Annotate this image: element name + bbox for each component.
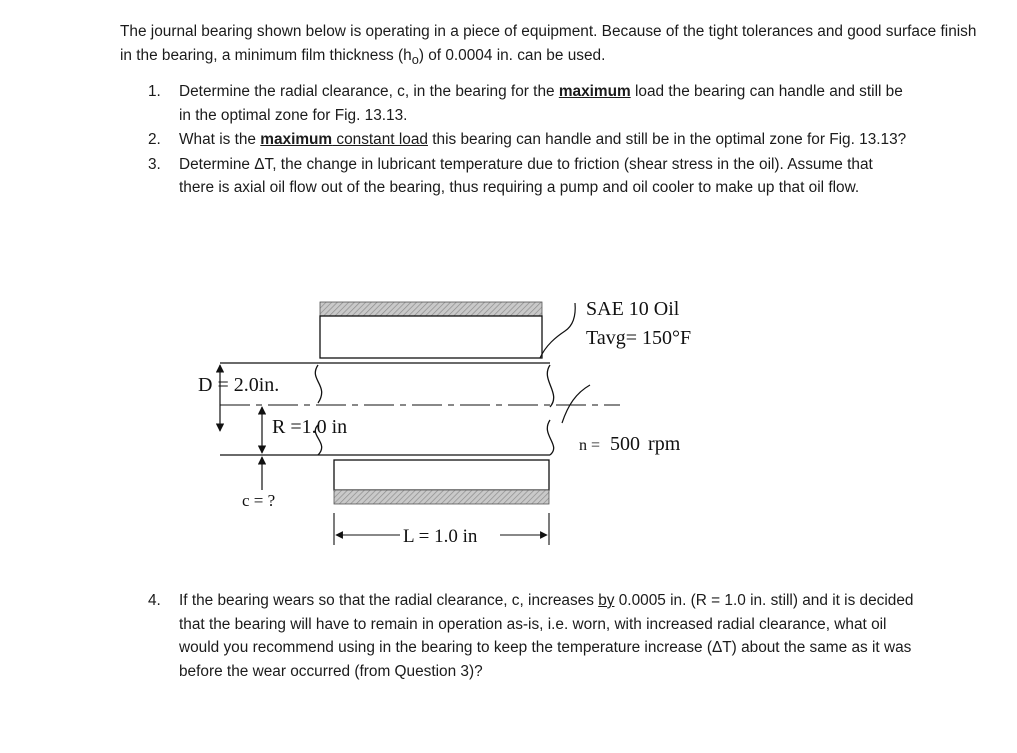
temperature-value: = 150°F: [625, 327, 692, 349]
question-text: What is the: [179, 131, 261, 148]
question-4: [148, 589, 918, 683]
question-number: 2.: [148, 131, 161, 148]
intro-text-1: The journal bearing shown below is operating in a piece of equipment. Because of the tight tolerances and good surface finish in the bearing, a minimum film thickness (h: [120, 23, 977, 64]
temperature-symbol: Tavg: [586, 327, 626, 349]
length-label: L = 1.0 in: [403, 526, 478, 547]
question-text: Determine the radial clearance, c, in the bearing for the: [179, 83, 559, 100]
journal-bearing-diagram: [190, 285, 750, 555]
bearing-top-hatch: [320, 302, 542, 316]
intro-text-2: ) of 0.0004 in. can be used.: [418, 46, 606, 64]
emphasis-constant-load: constant load: [332, 131, 428, 148]
speed-label: [579, 433, 681, 455]
question-text: If the bearing wears so that the radial clearance, c, increases: [179, 592, 599, 609]
shaft-right-break: [547, 365, 553, 455]
question-text: this bearing can handle and still be in the optimal zone for Fig. 13.13?: [427, 131, 907, 148]
question-list: [148, 80, 908, 201]
question-text: load the bearing can handle and still be in the optimal zone for Fig. 13.13.: [179, 83, 903, 124]
question-text: 0.0005 in. (R = 1.0 in. still) and it is decided that the bearing will have to remain in operation as-is, i.e. worn, with increased radial clearance, what oil would you recommend using in the bearing to keep the temperature increase (ΔT) about the same as it was before the wear occurred (from Question 3)?: [179, 592, 914, 680]
clearance-label: c = ?: [242, 491, 276, 510]
temperature-label: [586, 327, 691, 349]
emphasis-maximum: maximum: [260, 131, 333, 148]
emphasis-by: by: [598, 592, 615, 609]
question-text: Determine ΔT, the change in lubricant temperature due to friction (shear stress in the oil). Assume that there is axial oil flow out of the bearing, thus requiring a pump and oil cooler to make up that oil flow.: [179, 155, 873, 196]
question-3: [148, 153, 908, 200]
speed-value: 500: [610, 433, 641, 455]
emphasis-maximum: maximum: [558, 83, 631, 100]
oil-film-right: [562, 385, 590, 423]
radius-label: R =1.0 in: [272, 416, 348, 438]
diameter-label: D = 2.0in.: [198, 374, 280, 396]
question-number: 4.: [148, 592, 161, 609]
question-1: [148, 80, 908, 127]
bearing-top-shell: [320, 316, 542, 358]
question-2: [148, 128, 908, 152]
intro-paragraph: [120, 20, 980, 71]
oil-film-top: [540, 303, 575, 358]
shaft-left-break: [315, 365, 321, 455]
intro-subscript: o: [411, 51, 419, 67]
speed-unit: rpm: [648, 433, 681, 455]
bearing-bottom-shell: [334, 460, 549, 490]
bearing-bottom-hatch: [334, 490, 549, 504]
question-number: 1.: [148, 83, 161, 100]
question-number: 3.: [148, 155, 161, 173]
oil-name-label: SAE 10 Oil: [586, 298, 680, 320]
question-list-continued: [148, 589, 918, 684]
speed-symbol: n =: [579, 437, 601, 454]
